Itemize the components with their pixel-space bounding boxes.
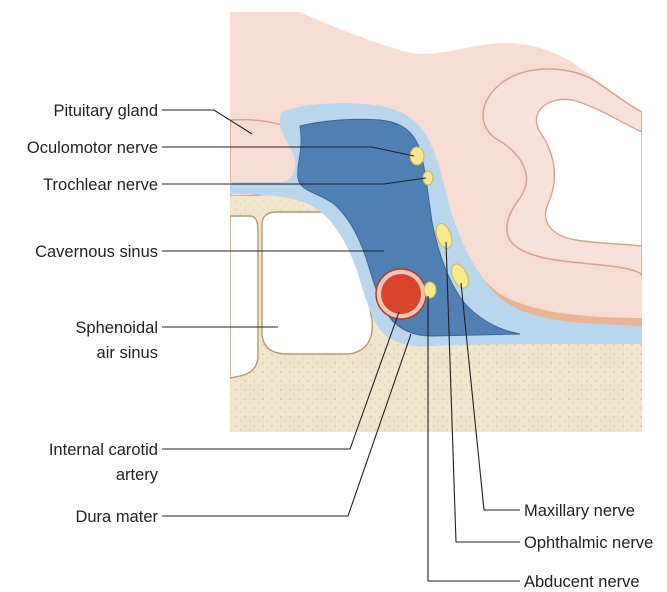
label-sphenoidal-air-sinus-line2: air sinus [96, 344, 158, 362]
label-maxillary-nerve: Maxillary nerve [524, 502, 635, 520]
label-trochlear-nerve: Trochlear nerve [43, 176, 158, 194]
internal-carotid-lumen [381, 274, 421, 314]
abducent-nerve [424, 282, 436, 298]
label-cavernous-sinus: Cavernous sinus [35, 243, 158, 261]
label-oculomotor-nerve: Oculomotor nerve [26, 139, 158, 157]
label-pituitary-gland: Pituitary gland [53, 102, 158, 120]
label-internal-carotid-line2: artery [115, 466, 158, 484]
label-ophthalmic-nerve: Ophthalmic nerve [524, 534, 654, 552]
air-sinus-cell [230, 216, 258, 378]
label-abducent-nerve: Abducent nerve [524, 573, 640, 591]
label-dura-mater: Dura mater [75, 508, 158, 526]
label-internal-carotid-line1: Internal carotid [48, 441, 158, 459]
anatomy-illustration [230, 12, 642, 432]
label-sphenoidal-air-sinus-line1: Sphenoidal [75, 319, 158, 337]
